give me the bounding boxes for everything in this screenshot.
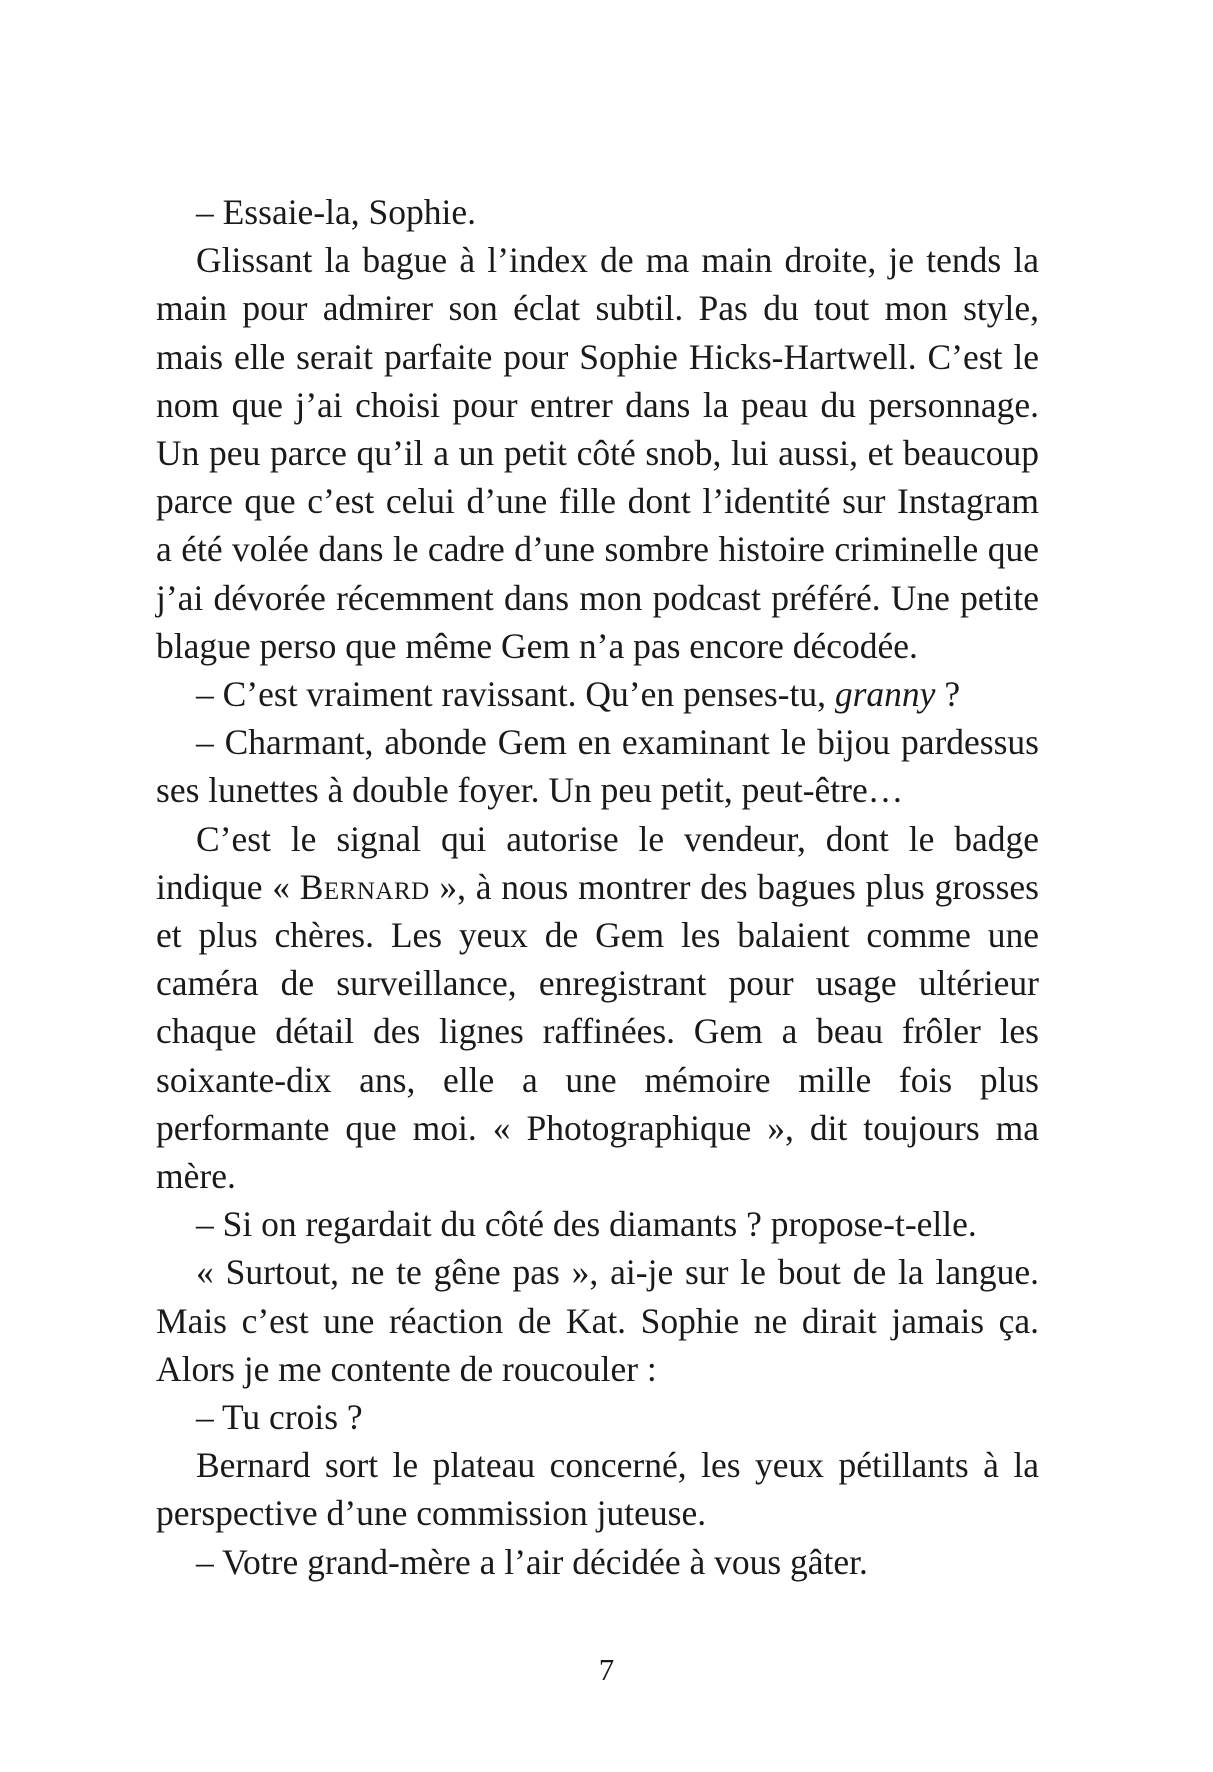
text-run: ? [935,674,961,715]
text-run: Bernard sort le plateau concerné, les yeux pétillants à la perspective d’une commission juteuse. [156,1445,1039,1534]
paragraph [156,670,1039,718]
text-run: – Si on regardait du côté des diamants ? propose-t-elle. [196,1204,977,1245]
paragraph [156,1248,1039,1393]
text-run: – Votre grand-mère a l’air décidée à vous gâter. [196,1541,868,1582]
text-run: granny [834,674,936,715]
paragraph [156,1538,1039,1586]
paragraph [156,815,1039,1201]
text-run: – Essaie-la, Sophie. [196,192,476,232]
paragraph [156,1200,1039,1248]
paragraph [156,1393,1039,1441]
text-run: – Tu crois ? [196,1397,363,1438]
text-run: », à nous montrer des bagues plus grosses et plus chères. Les yeux de Gem les balaient comme une caméra de surveillance, enregistrant pour usage ultérieur chaque détail des lignes raffinées. Gem a beau frôler les soixante-dix ans, elle a une mémoire mille fois plus performante que moi. « Photographique », dit toujours ma mère. [156,866,1040,1197]
paragraph [156,236,1039,670]
text-run: Bernard [299,866,430,907]
text-run: – C’est vraiment ravissant. Qu’en penses-tu, [196,674,835,715]
paragraph [156,188,1039,236]
text-run: « Surtout, ne te gêne pas », ai-je sur le bout de la langue. Mais c’est une réaction de Kat. Sophie ne dirait jamais ça. Alors je me contente de roucouler : [156,1252,1039,1389]
paragraph [156,718,1039,814]
paragraph [156,1441,1039,1537]
body-text [156,188,1039,1586]
text-run: C’est le signal qui autorise le vendeur, dont le badge indique « [156,818,1039,907]
page-number: 7 [598,1652,615,1687]
text-run: – Charmant, abonde Gem en examinant le bijou pardessus ses lunettes à double foyer. Un peu petit, peut-être… [156,722,1039,811]
text-run: Glissant la bague à l’index de ma main droite, je tends la main pour admirer son éclat subtil. Pas du tout mon style, mais elle serait parfaite pour Sophie Hicks-Hartwell. C’est le nom que j’ai choisi pour entrer dans la peau du personnage. Un peu parce qu’il a un petit côté snob, lui aussi, et beaucoup parce que c’est celui d’une fille dont l’identité sur Instagram a été volée dans le cadre d’une sombre histoire criminelle que j’ai dévorée récemment dans mon podcast préféré. Une petite blague perso que même Gem n’a pas encore décodée. [156,240,1039,666]
